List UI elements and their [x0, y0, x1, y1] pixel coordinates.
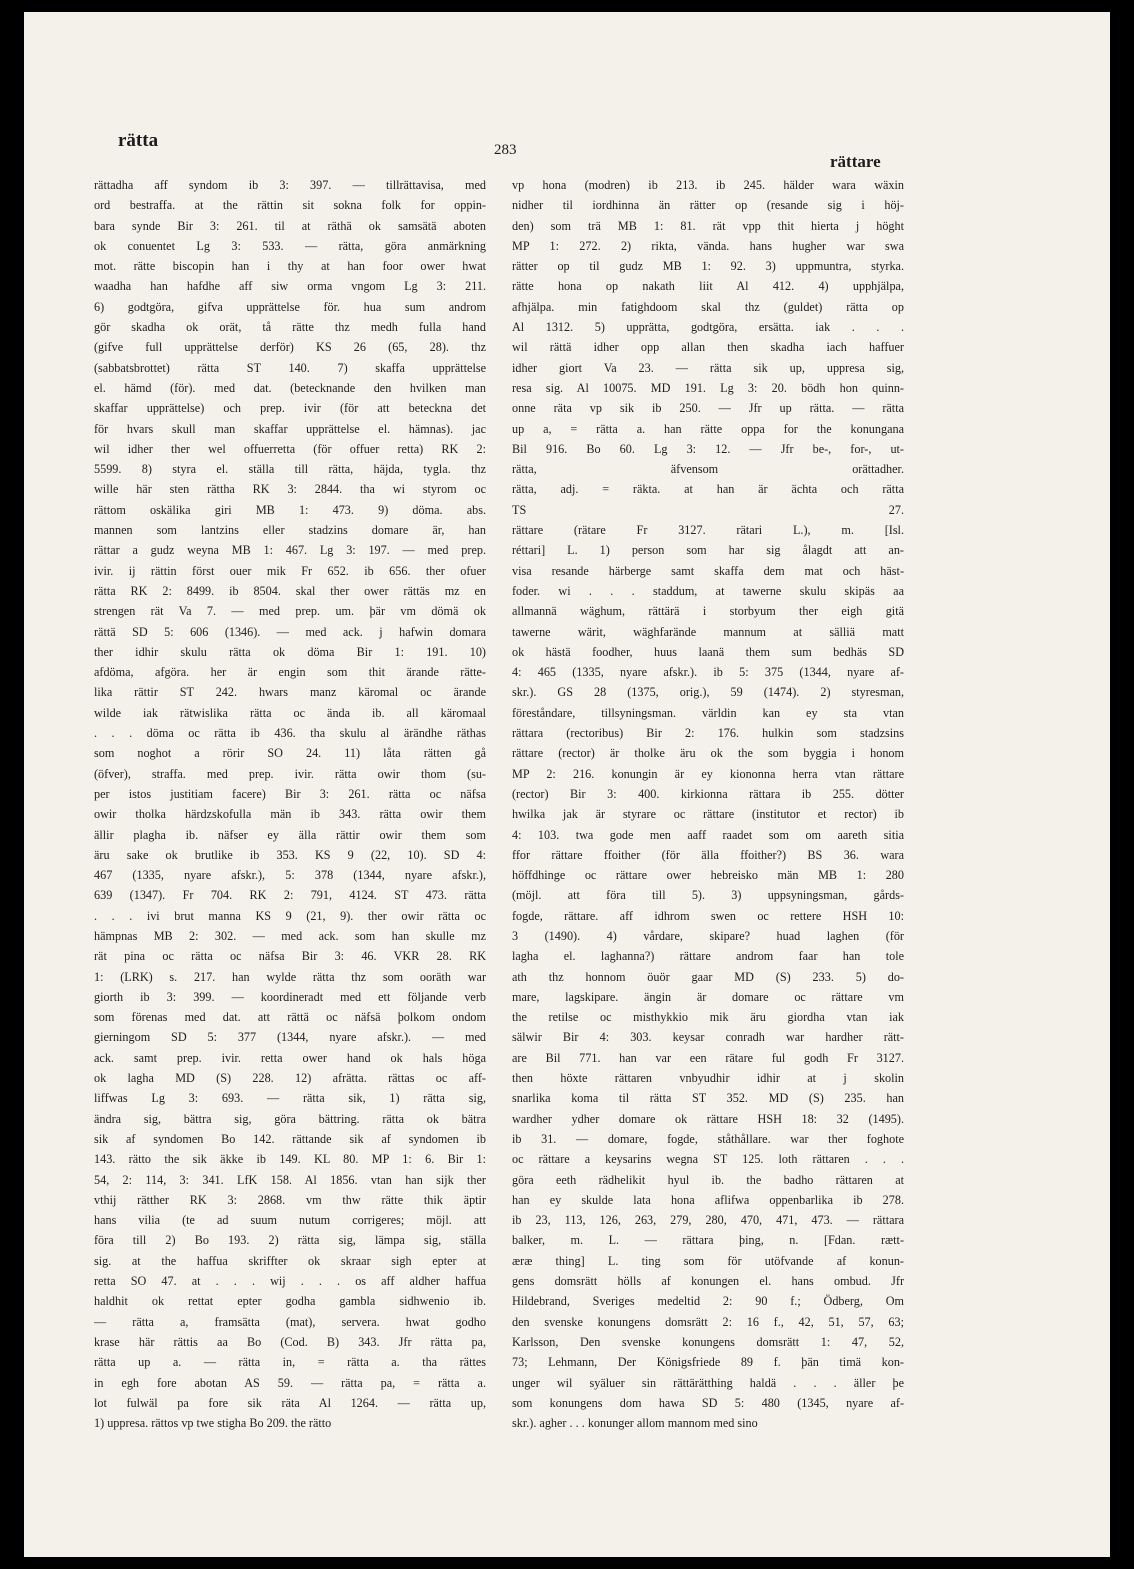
- text-line: ack. samt prep. ivir. retta ower hand ok hals höga: [94, 1050, 486, 1065]
- text-line: ivir. ij rättin först ouer mik Fr 652. ib 656. ther ofuer: [94, 563, 486, 578]
- text-line: ffor rättare ffoither (för älla ffoither?) BS 36. wara: [512, 847, 904, 862]
- text-line: vp hona (modren) ib 213. ib 245. hälder wara wäxin: [512, 178, 904, 192]
- text-line: rätta RK 2: 8499. ib 8504. skal ther ower rättäs mz en: [94, 583, 486, 598]
- text-line: hämpnas MB 2: 302. — med ack. som han skulle mz: [94, 928, 486, 943]
- text-line: æræ thing] L. ting som för utöfvande af konun-: [512, 1253, 904, 1268]
- text-line: Al 1312. 5) upprätta, godtgöra, ersätta. iak . . .: [512, 320, 904, 335]
- text-line: rätter op til gudz MB 1: 92. 3) uppmuntra, styrka.: [512, 259, 904, 274]
- text-line: are Bil 771. han var een rätare ful godh Fr 3127.: [512, 1050, 904, 1065]
- text-line: ok conuentet Lg 3: 533. — rätta, göra anmärkning: [94, 238, 486, 253]
- left-column: [94, 175, 486, 1433]
- text-line: som förenas med dat. att rättä oc näfsä þolkom ondom: [94, 1010, 486, 1025]
- text-line: mot. rätte biscopin han i thy at han foor ower hwat: [94, 259, 486, 274]
- text-line: gierningom SD 5: 377 (1344, nyare afskr.). — med: [94, 1030, 486, 1045]
- text-line: resa sig. Al 10075. MD 191. Lg 3: 20. bödh hon quinn-: [512, 380, 904, 395]
- text-line: ord bestraffa. at the rättin sit sokna folk for oppin-: [94, 198, 486, 213]
- text-line: 467 (1335, nyare afskr.), 5: 378 (1344, nyare afskr.),: [94, 868, 486, 883]
- text-line: foder. wi . . . staddum, at tawerne skulu skipäs aa: [512, 583, 904, 598]
- text-line: skaffar upprättelse) och prep. ivir (för att beteckna det: [94, 401, 486, 416]
- text-line: rättare (rätare Fr 3127. rätari L.), m. [Isl.: [512, 523, 904, 538]
- text-line: lot fulwäl pa fore sik räta Al 1264. — rätta up,: [94, 1395, 486, 1410]
- text-line: réttari] L. 1) person som har sig ålagdt att an-: [512, 543, 904, 558]
- text-line: mare, lagskipare. ängin är domare oc rättare vm: [512, 989, 904, 1004]
- text-line: allmannä wäghum, rättärä i storbyum ther eigh gitä: [512, 604, 904, 619]
- text-line: som noghot a rörir SO 24. 11) låta rätten gå: [94, 746, 486, 761]
- text-line: wil rättä idher opp allan then skadha iach haffuer: [512, 340, 904, 355]
- text-line: rättä SD 5: 606 (1346). — med ack. j hafwin domara: [94, 624, 486, 639]
- text-line: afdöma, afgöra. her är engin som thit ärande rätte-: [94, 665, 486, 680]
- text-line: giorth ib 3: 399. — koordineradt med ett följande verb: [94, 989, 486, 1004]
- text-line: göra eeth rädhelikit hyul ib. the badho rättaren at: [512, 1172, 904, 1187]
- text-line: skr.). GS 28 (1375, orig.), 59 (1474). 2) styresman,: [512, 685, 904, 700]
- text-line: för hvars skull man skaffar upprättelse el. hämnas). jac: [94, 421, 486, 436]
- text-line: MP 1: 272. 2) rikta, vända. hans hugher war swa: [512, 238, 904, 253]
- text-line: nidher til iordhinna än rätter op (resande sig i höj-: [512, 198, 904, 213]
- text-line: rät pina oc rätta oc näfsa Bir 3: 46. VKR 28. RK: [94, 949, 486, 964]
- text-line: (möjl. att föra till 5). 3) uppsyningsman, gårds-: [512, 888, 904, 903]
- text-line: hwilka jak är styrare oc rättare (institutor et rector) ib: [512, 807, 904, 822]
- text-line: wille här sten rättha RK 3: 2844. tha wi styrom oc: [94, 482, 486, 497]
- text-line: 1) uppresa. rättos vp twe stigha Bo 209. the rätto: [94, 1416, 332, 1431]
- text-line: föreståndare, tillsyningsman. världin kan ey sta vtan: [512, 705, 904, 720]
- text-line: lagha el. laghanna?) rättare androm faar han tole: [512, 949, 904, 964]
- text-line: 3 (1490). 4) vårdare, skipare? huad laghen (för: [512, 928, 904, 943]
- running-head-left: rätta: [118, 130, 159, 151]
- text-line: TS 27.: [512, 502, 904, 517]
- text-line: rättom oskälika giri MB 1: 473. 9) döma. abs.: [94, 502, 486, 517]
- text-line: 5599. 8) styra el. ställa till rätta, häjda, tygla. thz: [94, 462, 486, 477]
- text-line: bara synde Bir 3: 261. til at räthä ok samsätä aboten: [94, 218, 486, 233]
- text-line: — rätta a, framsätta (mat), servera. hwat godho: [94, 1314, 486, 1329]
- text-line: idher giort Va 23. — rätta sik up, uppresa sig,: [512, 360, 904, 375]
- text-line: den) som trä MB 1: 81. rät vpp thit hierta j höght: [512, 218, 904, 233]
- text-line: sälwir Bir 4: 303. keysar conradh war hardher rätt-: [512, 1030, 904, 1045]
- text-line: snarlika koma til rätta ST 352. MD (S) 235. han: [512, 1091, 904, 1106]
- text-line: afhjälpa. min fatighdoom skal thz (guldet) rätta op: [512, 299, 904, 314]
- text-line: 639 (1347). Fr 704. RK 2: 791, 4124. ST 473. rätta: [94, 888, 486, 903]
- text-line: wilde iak rätwislika rätta oc ända ib. all käromaal: [94, 705, 486, 720]
- text-line: som konungens dom hawa SD 5: 480 (1345, nyare af-: [512, 1395, 904, 1410]
- text-line: ib 23, 113, 126, 263, 279, 280, 470, 471, 473. — rättara: [512, 1213, 904, 1228]
- text-line: rättare (rector) är tholke äru ok the som byggia i honom: [512, 746, 904, 761]
- text-line: retta SO 47. at . . . wij . . . os aff aldher haffua: [94, 1274, 486, 1289]
- text-line: Bil 916. Bo 60. Lg 3: 12. — Jfr be-, for-, ut-: [512, 441, 904, 456]
- text-line: skr.). agher . . . konunger allom mannom med sino: [512, 1416, 758, 1431]
- text-line: (rector) Bir 3: 400. kirkionna rättara ib 255. dötter: [512, 786, 904, 801]
- text-line: . . . ivi brut manna KS 9 (21, 9). ther owir rätta oc: [94, 908, 486, 923]
- text-line: 143. rätto the sik äkke ib 149. KL 80. MP 1: 6. Bir 1:: [94, 1152, 486, 1167]
- text-line: (gifve full upprättelse derför) KS 26 (65, 28). thz: [94, 340, 486, 355]
- text-line: wardher ydher domare ok rättare HSH 18: 32 (1495).: [512, 1111, 904, 1126]
- text-line: then höxte rättaren vnbyudhir idhir at j skolin: [512, 1071, 904, 1086]
- text-line: Hildebrand, Sveriges medeltid 2: 90 f.; Ödberg, Om: [512, 1294, 904, 1309]
- text-line: waadha han hafdhe aff siw orma vngom Lg 3: 211.: [94, 279, 486, 294]
- text-line: han ey skulde lata hona aflifwa oppenbarlika ib 278.: [512, 1192, 904, 1207]
- text-line: visa resande härberge samt skaffa dem mat och häst-: [512, 563, 904, 578]
- text-line: höffdhinge oc rättare ower hebreisko män MB 1: 280: [512, 868, 904, 883]
- text-line: owir tholka härdzskofulla män ib 343. rätta owir them: [94, 807, 486, 822]
- text-line: unger wil syäluer sin rättärätthing haldä . . . äller þe: [512, 1375, 904, 1390]
- text-line: sig. at the haffua skriffter ok skraar sigh epter at: [94, 1253, 486, 1268]
- running-head-right: rättare: [830, 152, 881, 171]
- text-line: 4: 465 (1335, nyare afskr.). ib 5: 375 (1344, nyare af-: [512, 665, 904, 680]
- text-line: strengen rät Va 7. — med prep. um. þär vm dömä ok: [94, 604, 486, 619]
- text-line: MP 2: 216. konungin är ey kiononna herra vtan rättare: [512, 766, 904, 781]
- text-line: liffwas Lg 3: 693. — rätta sik, 1) rätta sig,: [94, 1091, 486, 1106]
- text-line: äru sake ok brutlike ib 353. KS 9 (22, 10). SD 4:: [94, 847, 486, 862]
- text-line: rätte hona op nakath liit Al 412. 4) upphjälpa,: [512, 279, 904, 294]
- text-line: (sabbatsbrottet) rätta ST 140. 7) skaffa upprättelse: [94, 360, 486, 375]
- text-line: in egh fore abotan AS 59. — rätta pa, = rätta a.: [94, 1375, 486, 1390]
- text-line: onne räta vp sik ib 250. — Jfr up rätta. — rätta: [512, 401, 904, 416]
- text-line: per istos justitiam facere) Bir 3: 261. rätta oc näfsa: [94, 786, 486, 801]
- text-line: ib 31. — domare, fogde, ståthållare. war ther foghote: [512, 1131, 904, 1146]
- text-line: föra till 2) Bo 193. 2) rätta sig, lämpa sig, ställa: [94, 1233, 486, 1248]
- right-column: [512, 175, 904, 1433]
- text-line: rättar a gudz weyna MB 1: 467. Lg 3: 197. — med prep.: [94, 543, 486, 558]
- text-line: ath thz honnom öuör gaar MD (S) 233. 5) do-: [512, 969, 904, 984]
- text-line: hans vilia (te ad suum nutum corrigeres; möjl. att: [94, 1213, 486, 1228]
- text-line: Karlsson, Den svenske konungens domsrätt 1: 47, 52,: [512, 1334, 904, 1349]
- text-line: mannen som lantzins eller stadzins domare är, han: [94, 523, 486, 538]
- text-line: den svenske konungens domsrätt 2: 16 f., 42, 51, 57, 63;: [512, 1314, 904, 1329]
- text-line: 4: 103. twa gode men aaff raadet som om aareth sitia: [512, 827, 904, 842]
- text-line: ällir plagha ib. näfser ey älla rättir owir them som: [94, 827, 486, 842]
- text-line: balker, m. L. — rättara þing, n. [Fdan. rætt-: [512, 1233, 904, 1248]
- text-line: ok lagha MD (S) 228. 12) afrätta. rättas oc aff-: [94, 1071, 486, 1086]
- text-line: vthij rätther RK 3: 2868. vm thw rätte thik äptir: [94, 1192, 486, 1207]
- text-line: fogde, rättare. aff idhrom swen oc rettere HSH 10:: [512, 908, 904, 923]
- text-line: rätta, äfvensom orättadher.: [512, 462, 904, 477]
- text-line: el. hämd (för). med dat. (betecknande den hvilken man: [94, 380, 486, 395]
- text-line: rättara (rectoribus) Bir 2: 176. hulkin som stadzsins: [512, 726, 904, 741]
- text-line: wil idher ther wel offuerretta (för offuer retta) RK 2:: [94, 441, 486, 456]
- text-line: ändra sig, bättra sig, göra bättring. rätta ok bätra: [94, 1111, 486, 1126]
- text-line: tawerne wärit, wäghfarände mannum at sälliä matt: [512, 624, 904, 639]
- text-line: (öfver), straffa. med prep. ivir. rätta owir thom (su-: [94, 766, 486, 781]
- text-line: lika rättir ST 242. hwars manz käromal oc ärande: [94, 685, 486, 700]
- text-line: 1: (LRK) s. 217. han wylde rätta thz som ooräth war: [94, 969, 486, 984]
- text-line: the retilse oc misthykkio mik äru giordha vtan iak: [512, 1010, 904, 1025]
- dictionary-page: [24, 12, 1110, 1557]
- text-line: rätta, adj. = räkta. at han är ächta och rätta: [512, 482, 904, 497]
- text-line: rättadha aff syndom ib 3: 397. — tillrättavisa, med: [94, 178, 486, 192]
- text-line: rätta up a. — rätta in, = rätta a. tha rättes: [94, 1355, 486, 1370]
- page-number: 283: [494, 142, 517, 158]
- text-line: sik af syndomen Bo 142. rättande sik af syndomen ib: [94, 1131, 486, 1146]
- text-line: up a, = rätta a. han rätte oppa for the konungana: [512, 421, 904, 436]
- text-line: ok hästä foodher, huus laanä them sum bedhäs SD: [512, 644, 904, 659]
- text-line: ther idhir skulu rätta ok döma Bir 1: 191. 10): [94, 644, 486, 659]
- text-line: . . . döma oc rätta ib 436. tha skulu al ärändhe räthas: [94, 726, 486, 741]
- text-line: krase här rättis aa Bo (Cod. B) 343. Jfr rätta pa,: [94, 1334, 486, 1349]
- text-line: gör skadha ok orät, tå rätte thz medh fulla hand: [94, 320, 486, 335]
- text-line: 6) godtgöra, gifva upprättelse för. hua sum androm: [94, 299, 486, 314]
- text-line: 54, 2: 114, 3: 341. LfK 158. Al 1856. vtan han sijk ther: [94, 1172, 486, 1187]
- text-line: haldhit ok rettat epter godha gambla sidhwenio ib.: [94, 1294, 486, 1309]
- text-line: 73; Lehmann, Der Königsfriede 89 f. þän timä kon-: [512, 1355, 904, 1370]
- text-line: gens domsrätt hölls af konungen el. hans ombud. Jfr: [512, 1274, 904, 1289]
- text-line: oc rättare a keysarins wegna ST 125. loth rättaren . . .: [512, 1152, 904, 1167]
